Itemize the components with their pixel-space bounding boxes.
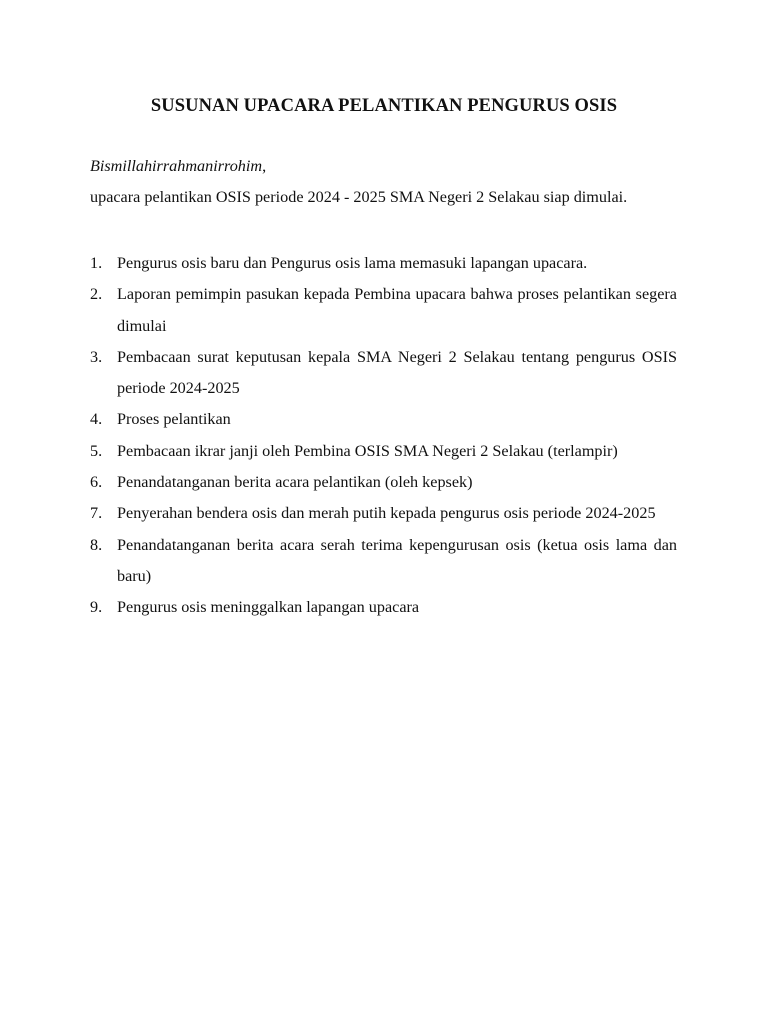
list-item-number: 9.: [90, 598, 103, 617]
list-item-number: 3.: [90, 347, 103, 366]
list-item: [90, 467, 677, 498]
list-item-text: Penyerahan bendera osis dan merah putih kepada pengurus osis periode 2024-2025: [117, 504, 656, 523]
list-item-number: 2.: [90, 285, 103, 304]
opening-block: [90, 154, 690, 216]
list-item-number: 1.: [90, 254, 103, 272]
list-item-number: 4.: [90, 410, 103, 429]
document-title: SUSUNAN UPACARA PELANTIKAN PENGURUS OSIS: [150, 96, 618, 116]
list-item: [90, 592, 677, 623]
list-item-number: 8.: [90, 535, 103, 554]
list-item-text: Pengurus osis baru dan Pengurus osis lama memasuki lapangan upacara.: [117, 254, 588, 272]
salutation-text: Bismillahirrahmanirrohim: [90, 157, 263, 175]
list-item: [90, 279, 677, 342]
list-item-number: 5.: [90, 441, 103, 460]
agenda-list: [90, 248, 677, 624]
list-item-text: Proses pelantikan: [117, 410, 231, 429]
list-item-number: 7.: [90, 504, 103, 523]
list-item-text: Penandatanganan berita acara serah terima kepengurusan osis (ketua osis lama dan baru): [117, 535, 677, 585]
salutation-line: [90, 154, 690, 185]
list-item: [90, 530, 677, 593]
list-item-number: 6.: [90, 473, 103, 492]
intro-text: upacara pelantikan OSIS periode 2024 - 2025 SMA Negeri 2 Selakau siap dimulai.: [90, 188, 628, 206]
list-item: [90, 404, 677, 435]
list-item: [90, 498, 677, 529]
list-item-text: Penandatanganan berita acara pelantikan (oleh kepsek): [117, 473, 473, 492]
list-item-text: Pembacaan surat keputusan kepala SMA Negeri 2 Selakau tentang pengurus OSIS periode 2024-2025: [117, 347, 677, 398]
list-item: [90, 436, 677, 467]
list-item-text: Pembacaan ikrar janji oleh Pembina OSIS SMA Negeri 2 Selakau (terlampir): [117, 441, 618, 460]
salutation-punct: ,: [262, 157, 267, 175]
list-item: [90, 248, 677, 279]
list-item: [90, 342, 677, 405]
list-item-text: Laporan pemimpin pasukan kepada Pembina upacara bahwa proses pelantikan segera dimulai: [117, 285, 677, 335]
list-item-text: Pengurus osis meninggalkan lapangan upacara: [117, 598, 420, 617]
